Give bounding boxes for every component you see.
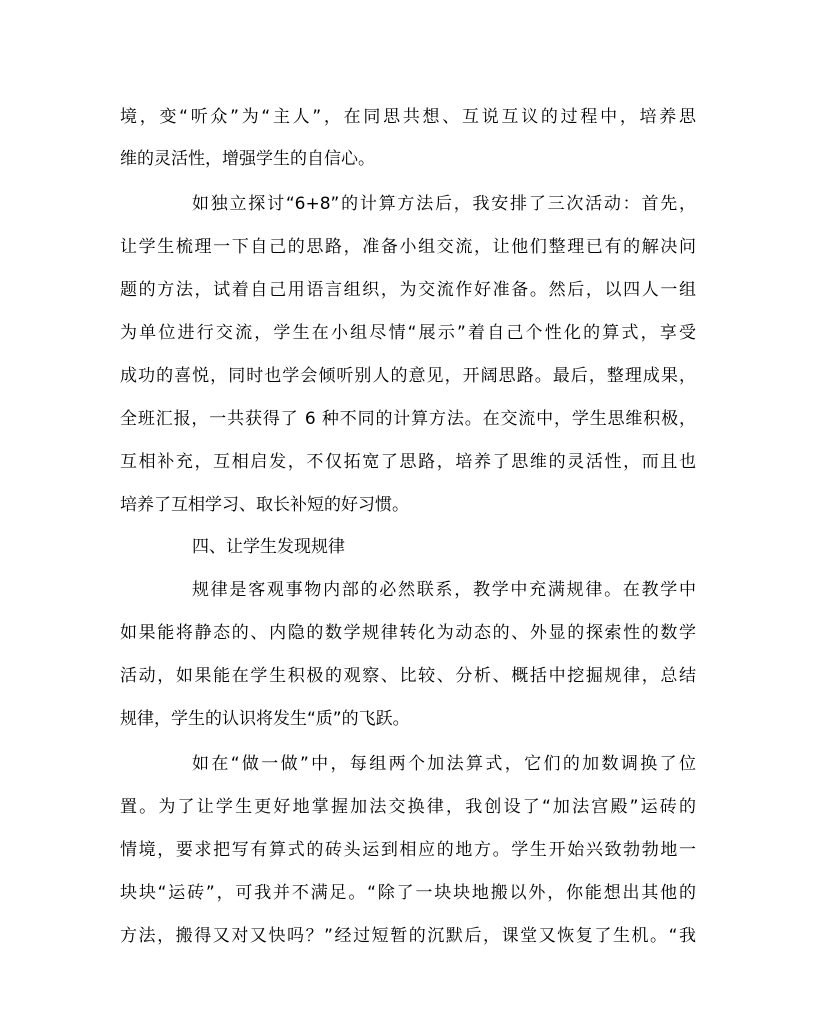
text-line: 规律是客观事物内部的必然联系，教学中充满规律。在教学中 [192,580,696,600]
text-line: 为单位进行交流，学生在小组尽情“展示”着自己个性化的算式，享受 [120,323,696,343]
text-line: 让学生梳理一下自己的思路，准备小组交流，让他们整理已有的解决问 [120,237,696,257]
text-line: 全班汇报，一共获得了 6 种不同的计算方法。在交流中，学生思维积极， [120,409,696,429]
text-line: 维的灵活性，增强学生的自信心。 [120,149,375,169]
text-line: 情境，要求把写有算式的砖头运到相应的地方。学生开始兴致勃勃地一 [120,840,696,860]
text-line: 规律，学生的认识将发生“质”的飞跃。 [120,709,410,729]
text-line: 培养了互相学习、取长补短的好习惯。 [120,495,409,515]
section-heading: 四、让学生发现规律 [192,537,345,557]
text-line: 互相补充，互相启发，不仅拓宽了思路，培养了思维的灵活性，而且也 [120,452,696,472]
text-line: 块块“运砖”，可我并不满足。“除了一块块地搬以外，你能想出其他的 [120,883,696,903]
text-line: 活动，如果能在学生积极的观察、比较、分析、概括中挖掘规律，总结 [120,666,696,686]
text-line: 境，变“听众”为“主人”，在同思共想、互说互议的过程中，培养思 [120,107,696,127]
text-line: 成功的喜悦，同时也学会倾听别人的意见，开阔思路。最后，整理成果， [120,366,696,386]
text-line: 置。为了让学生更好地掌握加法交换律，我创设了“加法宫殿”运砖的 [120,797,696,817]
text-line: 如独立探讨“6+8”的计算方法后，我安排了三次活动：首先， [192,194,696,214]
text-line: 如在“做一做”中，每组两个加法算式，它们的加数调换了位 [192,754,696,774]
text-line: 如果能将静态的、内隐的数学规律转化为动态的、外显的探索性的数学 [120,623,696,643]
text-line: 方法，搬得又对又快吗？”经过短暂的沉默后，课堂又恢复了生机。“我 [120,926,696,946]
text-line: 题的方法，试着自己用语言组织，为交流作好准备。然后，以四人一组 [120,280,696,300]
